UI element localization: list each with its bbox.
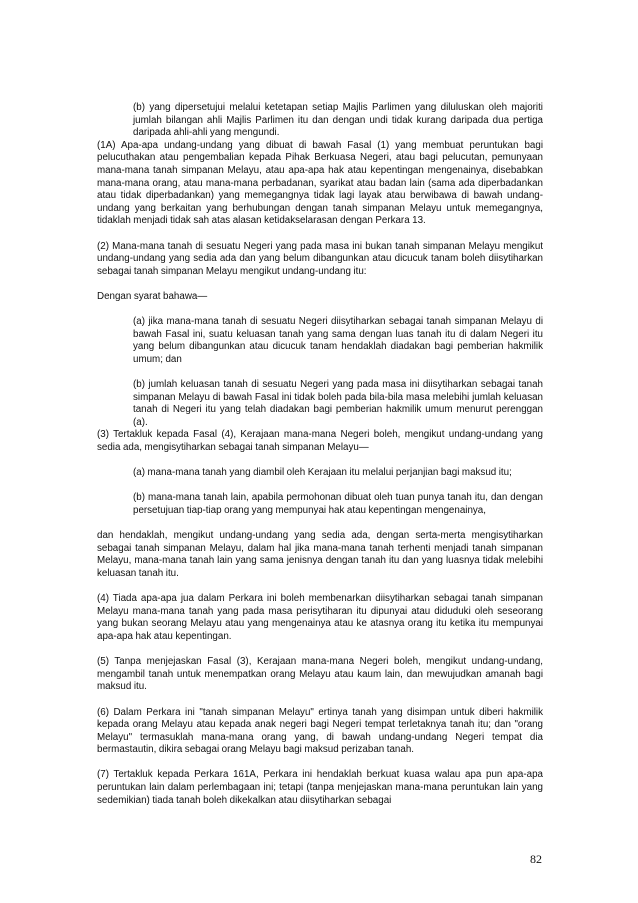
paragraph-proviso-a: (a) jika mana-mana tanah di sesuatu Negeri diisytiharkan sebagai tanah simpanan Melayu di bawah Fasal ini, suatu keluasan tanah yang sama dengan luas tanah itu di dalam Negeri itu yang belum dibangunkan atau dicucuk tanam hendaklah diadakan bagi pemberian hakmilik umum; dan — [133, 316, 543, 365]
paragraph-clause-4b: (b) yang dipersetujui melalui ketetapan setiap Majlis Parlimen yang diluluskan oleh majoriti jumlah bilangan ahli Majlis Parlimen itu dan dengan undi tidak kurang daripada dua pertiga daripada ahli-ahli yang mengundi. — [133, 102, 543, 139]
paragraph-clause-1a: (1A) Apa-apa undang-undang yang dibuat di bawah Fasal (1) yang membuat peruntukan bagi pelucuthakan atau pengembalian kepada Pihak Berkuasa Negeri, atau bagi pelucutan, pemunyaan mana-mana tanah simpanan Melayu, atau apa-apa hak atau kepentingan mengenainya, disebabkan mana-mana orang, atau mana-mana perbadanan, syarikat atau badan lain (sama ada diperbadankan atau tidak diperbadankan) yang memegangnya tidak lagi layak atau berwibawa di bawah undang-undang yang berkaitan yang berhubungan dengan tanah simpanan Melayu untuk memegangnya, tidaklah menjadi tidak sah atas alasan ketidakselarasan dengan Perkara 13. — [97, 139, 543, 227]
paragraph-clause-3: (3) Tertakluk kepada Fasal (4), Kerajaan mana-mana Negeri boleh, mengikut undang-undang yang sedia ada, mengisytiharkan sebagai tanah simpanan Melayu— — [97, 429, 543, 454]
paragraph-clause-7: (7) Tertakluk kepada Perkara 161A, Perkara ini hendaklah berkuat kuasa walau apa pun apa-apa peruntukan lain dalam perlembagaan ini; tetapi (tanpa menjejaskan mana-mana peruntukan lain yang sedemikian) tiada tanah boleh dikekalkan atau diisytiharkan sebagai — [97, 769, 543, 806]
page-number: 82 — [530, 852, 542, 866]
paragraph-clause-3a: (a) mana-mana tanah yang diambil oleh Kerajaan itu melalui perjanjian bagi maksud itu; — [133, 467, 512, 479]
paragraph-proviso: Dengan syarat bahawa— — [97, 290, 208, 302]
paragraph-clause-5: (5) Tanpa menjejaskan Fasal (3), Kerajaan mana-mana Negeri boleh, mengikut undang-undang, mengambil tanah untuk menempatkan orang Melayu atau kaum lain, dan mewujudkan amanah bagi maksud itu. — [97, 656, 543, 693]
paragraph-clause-3b: (b) mana-mana tanah lain, apabila permohonan dibuat oleh tuan punya tanah itu, dan dengan persetujuan tiap-tiap orang yang mempunyai hak atau kepentingan mengenainya, — [133, 492, 543, 516]
paragraph-clause-2: (2) Mana-mana tanah di sesuatu Negeri yang pada masa ini bukan tanah simpanan Melayu mengikut undang-undang yang sedia ada dan yang belum dibangunkan atau dicucuk tanam boleh diisytiharkan sebagai tanah simpanan Melayu mengikut undang-undang itu: — [97, 240, 543, 277]
paragraph-proviso-b: (b) jumlah keluasan tanah di sesuatu Negeri yang pada masa ini diisytiharkan sebagai tanah simpanan Melayu di bawah Fasal ini tidak boleh pada bila-bila masa melebihi jumlah keluasan tanah di Negeri itu yang telah diadakan bagi pemberian hakmilik umum menurut perenggan (a). — [133, 379, 543, 428]
paragraph-clause-4: (4) Tiada apa-apa jua dalam Perkara ini boleh membenarkan diisytiharkan sebagai tanah simpanan Melayu mana-mana tanah yang pada masa perisytiharan itu dipunyai atau diduduki oleh seseorang yang bukan seorang Melayu atau yang mengenainya atau ke atasnya orang itu ketika itu mempunyai apa-apa hak atau kepentingan. — [97, 593, 543, 642]
paragraph-clause-3-continuation: dan hendaklah, mengikut undang-undang yang sedia ada, dengan serta-merta mengisytiharkan sebagai tanah simpanan Melayu, dalam hal jika mana-mana tanah terhenti menjadi tanah simpanan Melayu, mana-mana tanah lain yang sama jenisnya dengan tanah itu dan yang luasnya tidak melebihi keluasan tanah itu. — [97, 530, 543, 579]
document-body — [97, 102, 543, 807]
paragraph-clause-6: (6) Dalam Perkara ini "tanah simpanan Melayu" ertinya tanah yang disimpan untuk diberi hakmilik kepada orang Melayu atau kepada anak negeri bagi Negeri tempat terletaknya tanah itu; dan "orang Melayu" termasuklah mana-mana orang yang, di bawah undang-undang Negeri tempat dia bermastautin, dikira sebagai orang Melayu bagi maksud perizaban tanah. — [97, 706, 543, 756]
